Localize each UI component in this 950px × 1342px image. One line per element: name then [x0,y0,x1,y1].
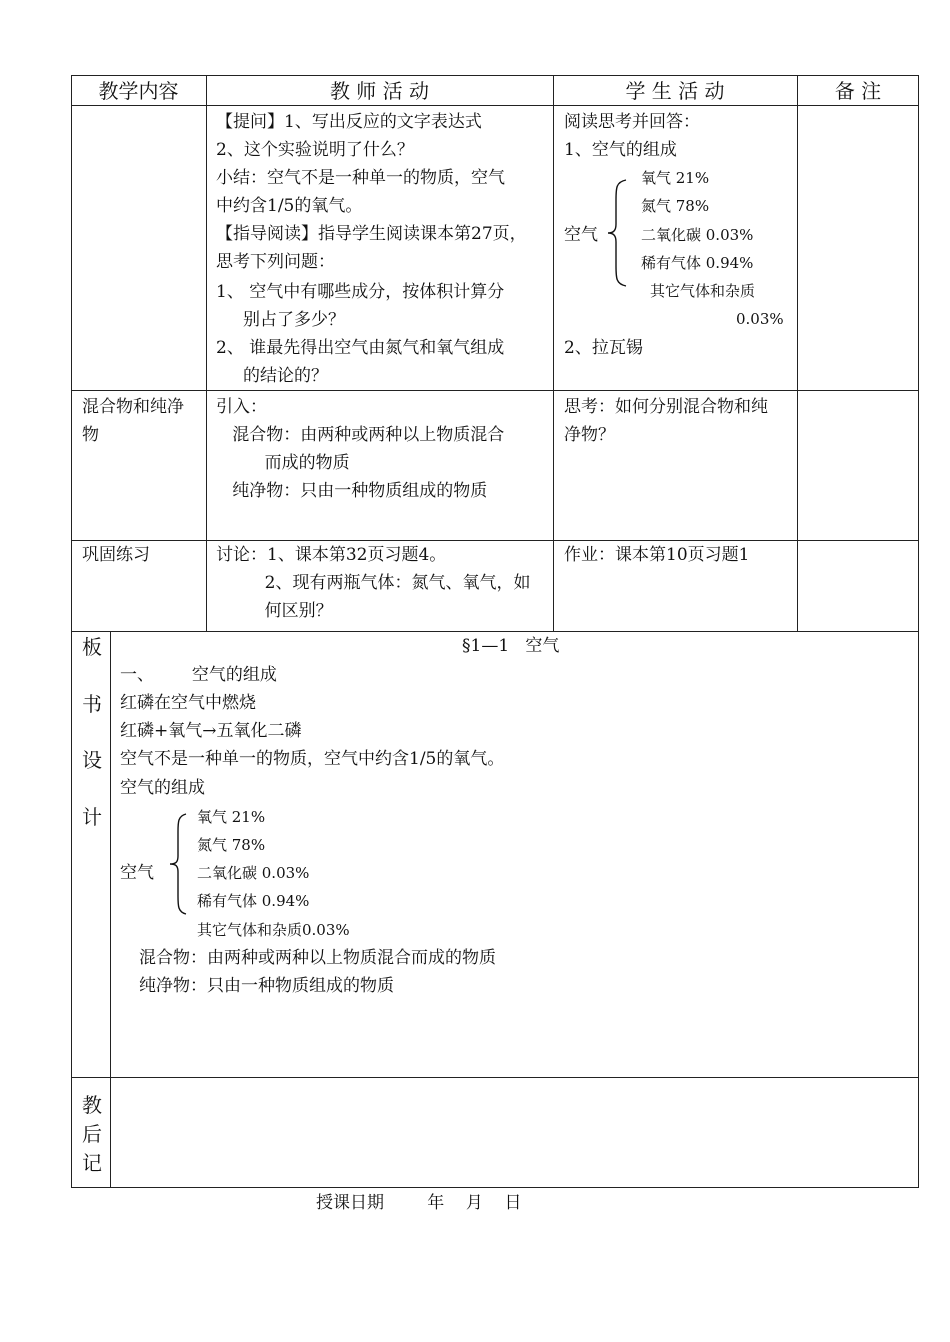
reflection-label-char: 记 [82,1151,102,1175]
text-line: 一、 空气的组成 [120,665,277,685]
text-line: 讨论：1、课本第32页习题4。 [216,545,447,565]
row3-content: 巩固练习 [82,545,150,565]
air-component: 氧气 21% [197,808,266,826]
air-component: 氧气 21% [641,169,710,187]
column-divider [797,75,798,631]
board-label-char: 设 [82,748,102,772]
text-line: 空气不是一种单一的物质，空气中约含1/5的氧气。 [120,749,505,769]
header-teacher: 教 师 活 动 [329,79,430,103]
text-line: 小结：空气不是一种单一的物质，空气 [216,168,505,188]
air-component-other: 其它气体和杂质 [650,282,756,300]
reflection-label-char: 教 [82,1093,102,1117]
text-line: 1、空气的组成 [564,140,677,160]
text-line: 2、现有两瓶气体：氮气、氧气，如 [216,573,531,593]
text-line: 而成的物质 [216,453,350,473]
brace-icon [166,812,196,916]
brace-icon [604,178,634,288]
air-label: 空气 [120,863,154,883]
text-line: 何区别？ [216,601,333,621]
text-line: 净物？ [564,425,615,445]
text-line: 的结论的？ [216,366,329,386]
mixture-definition: 混合物：由两种或两种以上物质混合而成的物质 [139,948,496,968]
lesson-date: 授课日期 年 月 日 [316,1193,522,1213]
board-label-char: 板 [82,635,102,659]
text-line: 阅读思考并回答： [564,112,700,132]
text-line: 2、这个实验说明了什么？ [216,140,414,160]
text-line: 中约含1/5的氧气。 [216,196,363,216]
header-remarks: 备 注 [834,79,882,103]
text-line: 思考：如何分别混合物和纯 [564,397,768,417]
air-component: 稀有气体 0.94% [197,892,310,910]
air-component-other: 其它气体和杂质0.03% [197,921,350,939]
text-line: 【提问】1、写出反应的文字表达式 [216,112,482,132]
air-component: 二氧化碳 0.03% [641,226,754,244]
text-line: 2、 谁最先得出空气由氮气和氧气组成 [216,338,505,358]
text-line: 2、拉瓦锡 [564,338,643,358]
column-divider [110,631,111,1188]
air-component: 氮气 78% [641,197,710,215]
air-component-other-value: 0.03% [736,310,784,328]
text-line: 红磷在空气中燃烧 [120,693,256,713]
reflection-label-char: 后 [82,1122,102,1146]
text-line: 空气的组成 [120,778,205,798]
text-line: 引入： [216,397,267,417]
row2-content: 混合物和纯净 [82,397,184,417]
text-line: 1、 空气中有哪些成分，按体积计算分 [216,282,505,302]
text-line: 别占了多少？ [216,310,346,330]
air-component: 氮气 78% [197,836,266,854]
text-line: 【指导阅读】指导学生阅读课本第27页， [216,224,527,244]
row-divider [71,1077,919,1078]
pure-definition: 纯净物：只由一种物质组成的物质 [139,976,394,996]
board-title: §1—1 空气 [462,636,560,656]
row-divider [71,390,919,391]
air-label: 空气 [564,225,598,245]
text-line: 红磷+氧气→五氧化二磷 [120,721,302,741]
air-component: 稀有气体 0.94% [641,254,754,272]
text-line: 思考下列问题： [216,252,335,272]
column-divider [206,75,207,631]
board-label-char: 计 [82,805,102,829]
air-component: 二氧化碳 0.03% [197,864,310,882]
row3-student-activity: 作业：课本第10页习题1 [564,545,750,565]
board-label-char: 书 [82,692,102,716]
text-line: 纯净物：只由一种物质组成的物质 [216,481,488,501]
column-divider [553,75,554,631]
header-content: 教学内容 [98,79,179,103]
row-divider [71,540,919,541]
text-line: 混合物：由两种或两种以上物质混合 [216,425,505,445]
header-student: 学 生 活 动 [625,79,725,103]
row2-content: 物 [82,425,99,445]
